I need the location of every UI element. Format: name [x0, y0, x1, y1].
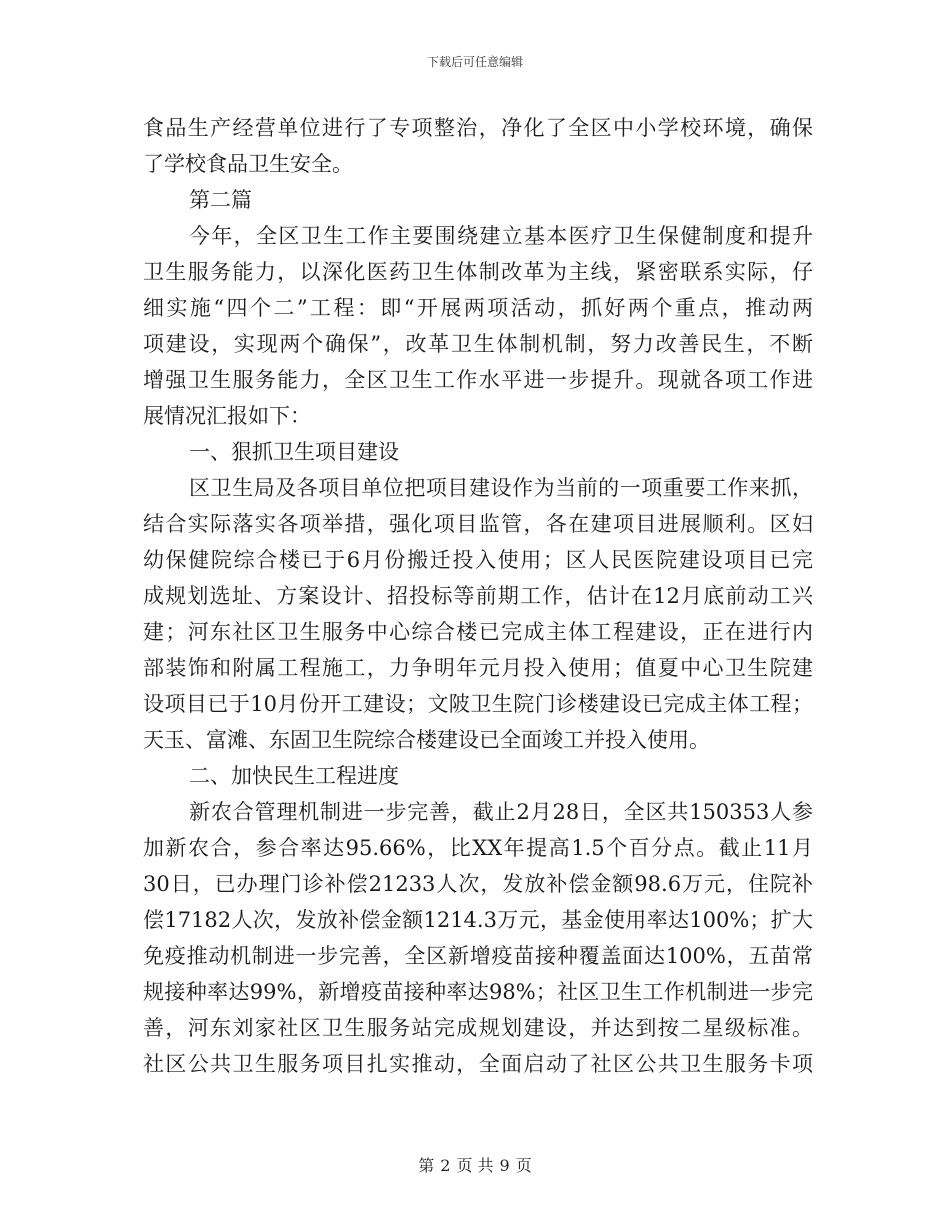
body-line: 30日，已办理门诊补偿21233人次，发放补偿金额98.6万元，住院补: [143, 872, 813, 896]
body-line: 项建设，实现两个确保”，改革卫生体制机制，努力改善民生，不断: [143, 332, 813, 356]
body-line: 了学校食品卫生安全。: [143, 152, 353, 176]
body-line: 细实施“四个二”工程：即“开展两项活动，抓好两个重点，推动两: [143, 296, 813, 320]
body-line: 幼保健院综合楼已于6月份搬迁投入使用；区人民医院建设项目已完: [143, 548, 813, 572]
body-line: 卫生服务能力，以深化医药卫生体制改革为主线，紧密联系实际，仔: [143, 260, 813, 284]
body-line: 食品生产经营单位进行了专项整治，净化了全区中小学校环境，确保: [143, 116, 813, 140]
body-line: 加新农合，参合率达95.66%，比XX年提高1.5个百分点。截止11月: [143, 836, 813, 860]
page-footer-prefix: 第: [418, 1156, 435, 1175]
body-line: 社区公共卫生服务项目扎实推动，全面启动了社区公共卫生服务卡项: [143, 1052, 813, 1076]
document-body: [143, 110, 813, 1082]
heading-2: 二、加快民生工程进度: [189, 764, 399, 788]
body-line: 增强卫生服务能力，全区卫生工作水平进一步提升。现就各项工作进: [143, 368, 813, 392]
page-header: 下载后可任意编辑: [426, 55, 523, 69]
body-line: 部装饰和附属工程施工，力争明年元月投入使用；值夏中心卫生院建: [143, 656, 813, 680]
page-total: 9: [499, 1156, 510, 1175]
body-line: 展情况汇报如下：: [143, 404, 311, 428]
body-line: 善，河东刘家社区卫生服务站完成规划建设，并达到按二星级标准。: [143, 1016, 813, 1040]
section-title: 第二篇: [189, 188, 252, 212]
body-line: 偿17182人次，发放补偿金额1214.3万元，基金使用率达100%；扩大: [143, 908, 813, 932]
body-line: 新农合管理机制进一步完善，截止2月28日，全区共150353人参: [189, 800, 813, 824]
body-line: 规接种率达99%，新增疫苗接种率达98%；社区卫生工作机制进一步完: [143, 980, 813, 1004]
body-line: 免疫推动机制进一步完善，全区新增疫苗接种覆盖面达100%，五苗常: [143, 944, 813, 968]
body-line: 成规划选址、方案设计、招投标等前期工作，估计在12月底前动工兴: [143, 584, 813, 608]
body-line: 区卫生局及各项目单位把项目建设作为当前的一项重要工作来抓，: [189, 476, 813, 500]
page-footer-suffix: 页: [515, 1156, 532, 1175]
page-footer: [0, 1155, 950, 1177]
body-line: 结合实际落实各项举措，强化项目监管，各在建项目进展顺利。区妇: [143, 512, 813, 536]
page-footer-middle: 页 共: [456, 1156, 494, 1175]
body-line: 天玉、富滩、东固卫生院综合楼建设已全面竣工并投入使用。: [143, 728, 710, 752]
body-line: 今年，全区卫生工作主要围绕建立基本医疗卫生保健制度和提升: [189, 224, 813, 248]
body-line: 设项目已于10月份开工建设；文陂卫生院门诊楼建设已完成主体工程；: [143, 692, 813, 716]
page-number: 2: [440, 1156, 451, 1175]
heading-1: 一、狠抓卫生项目建设: [189, 440, 399, 464]
body-line: 建；河东社区卫生服务中心综合楼已完成主体工程建设，正在进行内: [143, 620, 813, 644]
